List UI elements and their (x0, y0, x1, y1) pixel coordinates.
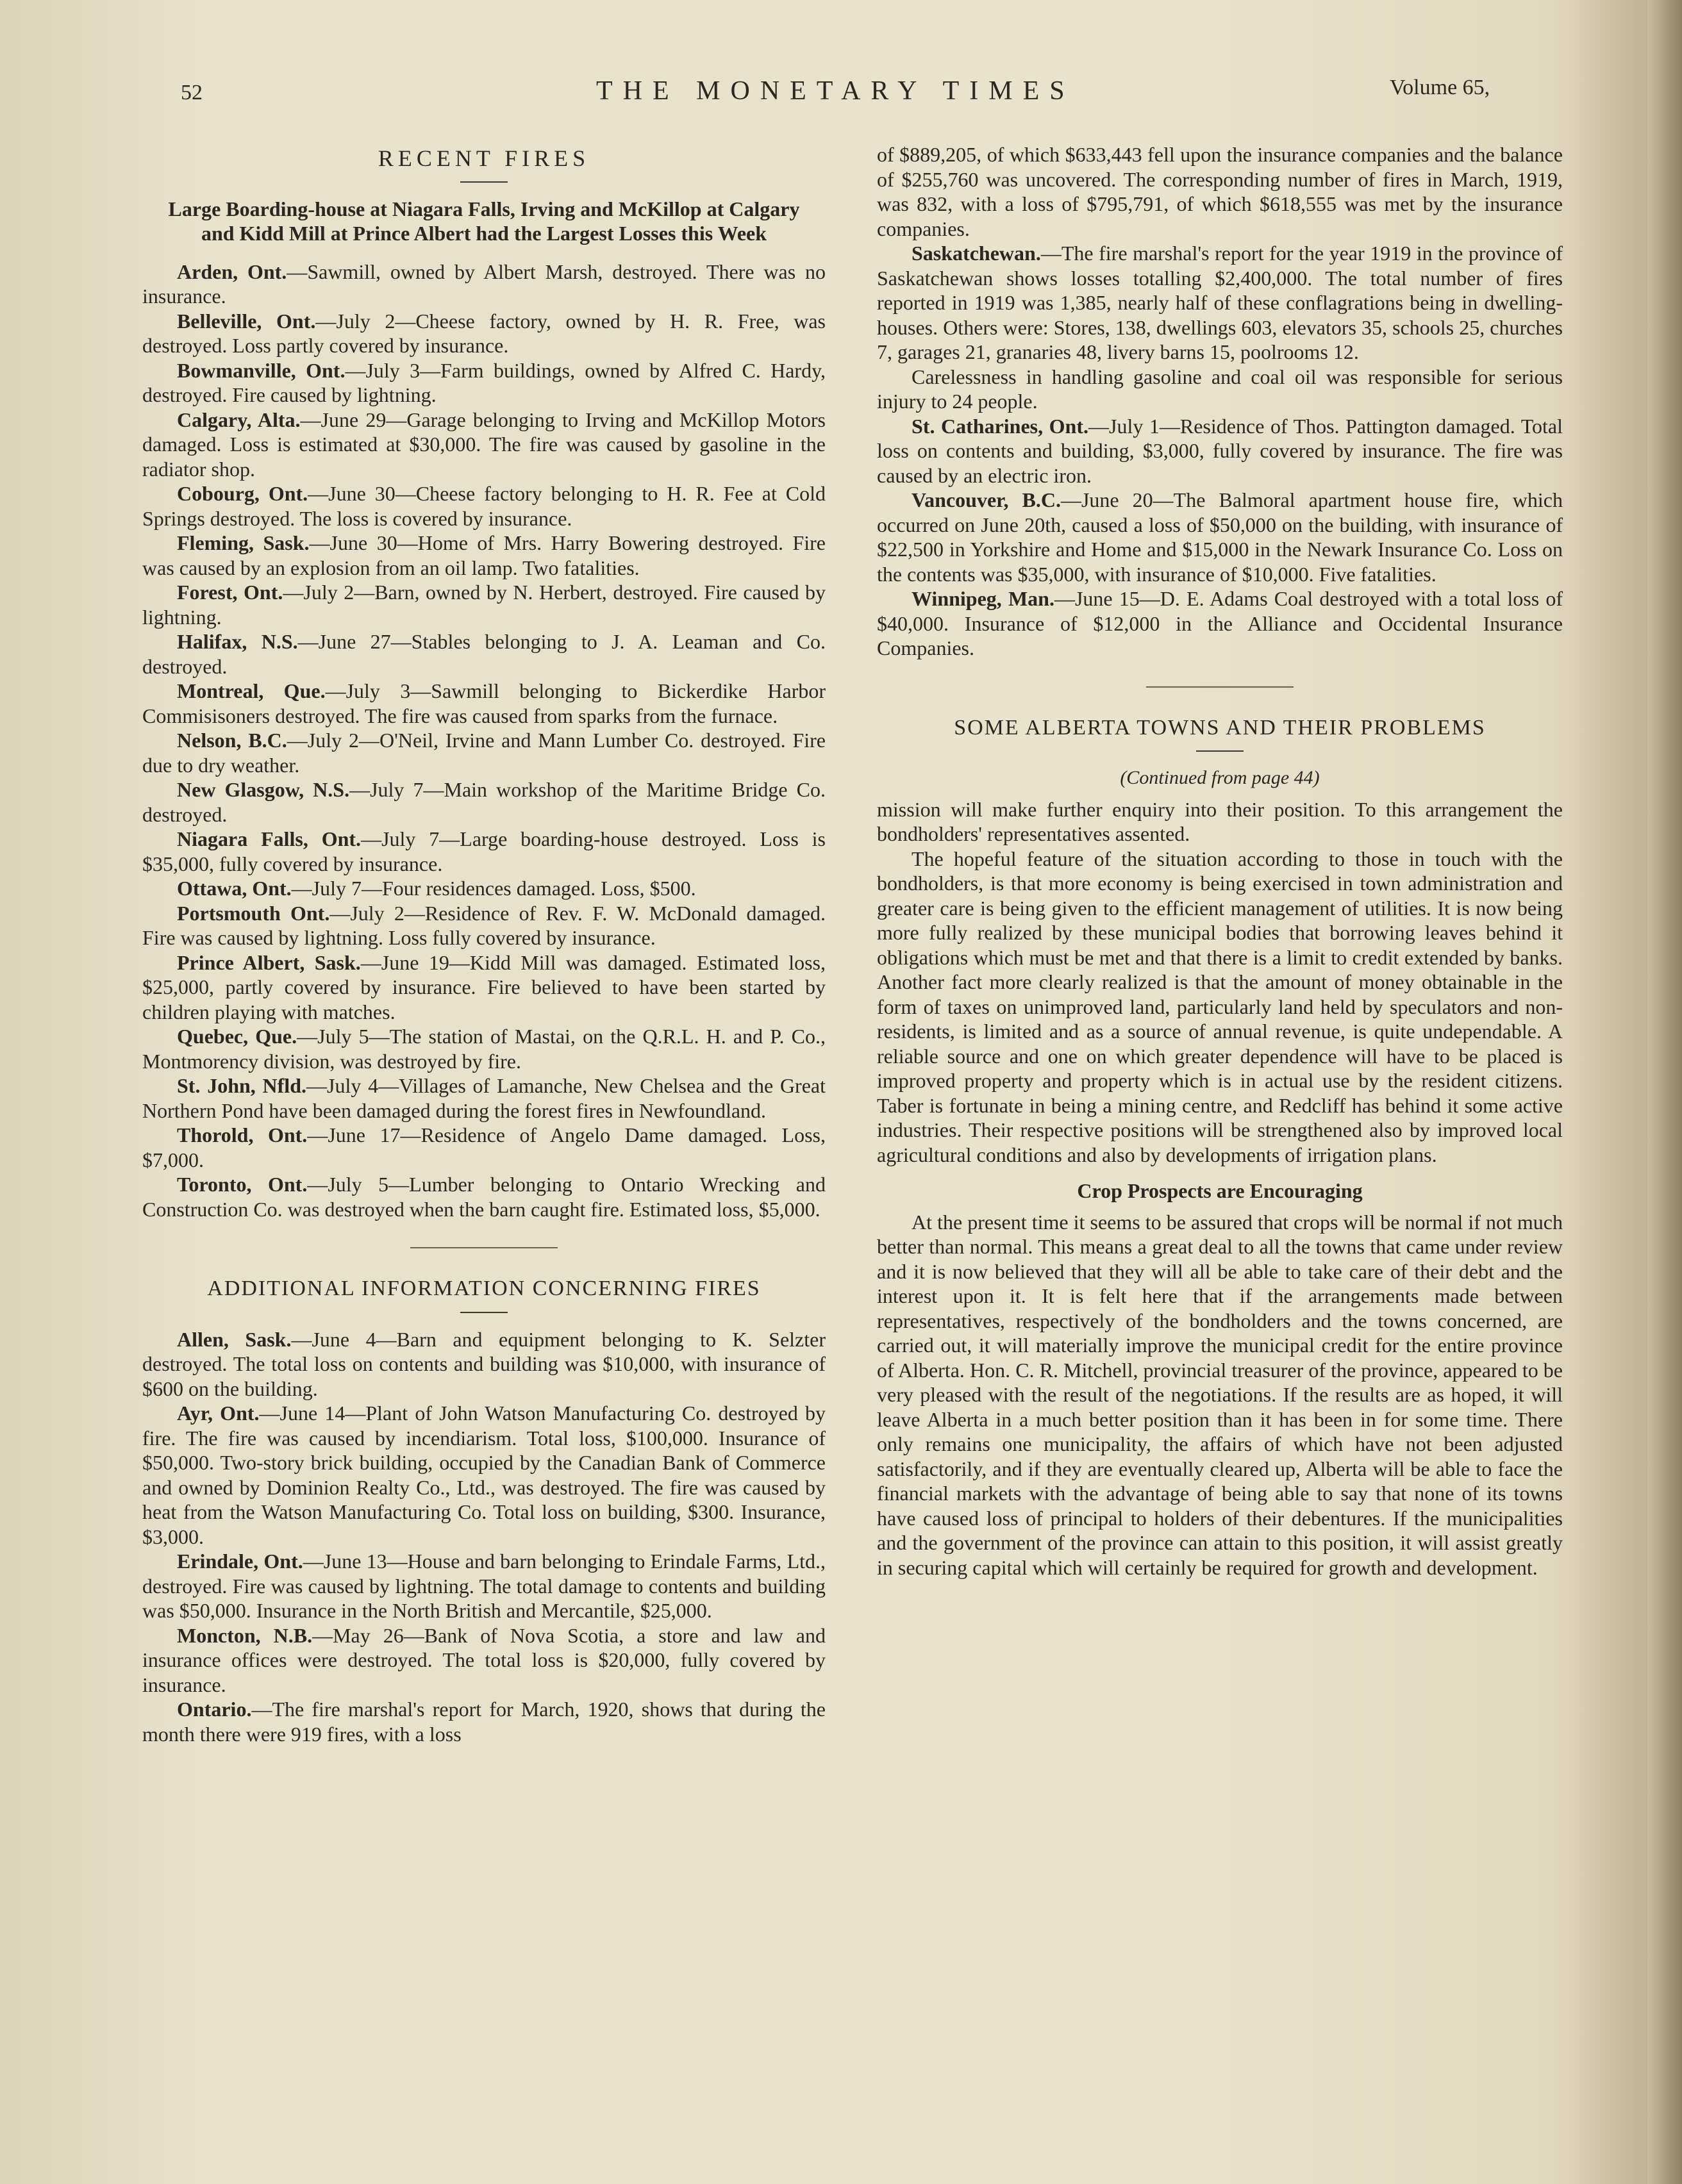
recent-fires-deck: Large Boarding-house at Niagara Falls, Irving and McKillop at Calgary and Kidd Mill at Prince Albert had the Largest Losses this Week (168, 197, 800, 245)
fire-entry (142, 1073, 826, 1123)
recent-fires-list (142, 260, 826, 1222)
fire-entry-text: —July 2—Residence of Rev. F. W. McDonald damaged. Fire was caused by lightning. Loss fully covered by insurance. (142, 901, 826, 949)
fire-entry (142, 309, 826, 358)
fire-entry (877, 488, 1563, 586)
fire-entry (142, 1401, 826, 1549)
fire-entry (142, 876, 826, 901)
fire-entry-place: Quebec, Que. (177, 1025, 297, 1048)
additional-fires-list-continued (877, 241, 1563, 661)
fire-entry-text: —May 26—Bank of Nova Scotia, a store and law and insurance offices were destroyed. The total loss is $20,000, fully covered by insurance. (142, 1623, 826, 1696)
fire-entry-place: St. Catharines, Ont. (912, 414, 1089, 438)
fire-entry-place: Saskatchewan. (912, 242, 1041, 265)
fire-entry-place: Nelson, B.C. (177, 729, 287, 752)
fire-entry-place: Erindale, Ont. (177, 1550, 303, 1573)
fire-entry-place: Montreal, Que. (177, 679, 326, 702)
page-number: 52 (181, 81, 203, 104)
fire-entry-text: —June 13—House and barn belonging to Erindale Farms, Ltd., destroyed. Fire was caused by lightning. The total damage to contents and building was $50,000. Insurance in the North British and Mercantile, $25,000. (142, 1550, 826, 1622)
fire-entry (877, 586, 1563, 661)
fire-entry (142, 260, 826, 309)
fire-entry-place: Belleville, Ont. (177, 309, 316, 333)
fire-entry-text: Carelessness in handling gasoline and coal oil was responsible for serious injury to 24 people. (877, 365, 1563, 413)
fire-entry-text: —July 3—Sawmill belonging to Bickerdike Harbor Commisisoners destroyed. The fire was caused from sparks from the furnace. (142, 679, 826, 727)
fire-entry (142, 580, 826, 629)
fire-entry (142, 950, 826, 1025)
crop-prospects-subhead: Crop Prospects are Encouraging (1077, 1179, 1363, 1202)
fire-entry-place: St. John, Nfld. (177, 1074, 306, 1097)
fire-entry-place: Cobourg, Ont. (177, 482, 308, 505)
fire-entry-text: —July 2—O'Neil, Irvine and Mann Lumber Co. destroyed. Fire due to dry weather. (142, 729, 826, 777)
alberta-paragraph: The hopeful feature of the situation according to those in touch with the bondholders, is that more economy is being exercised in town administration and greater care is being given to the efficient management of utilities. It is now being more fully realized by these municipal bodies that borrowing leaves behind it obligations which must be met and that there is a limit to credit extended by banks. Another fact more clearly realized is that the amount of money obtainable in the form of taxes on unimproved land, particularly land held by speculators and non-residents, is limited and as a source of annual revenue, is quite undependable. A reliable source and one on which greater dependence will have to be placed is improved property and property which is in actual use by the resident citizens. Taber is fortunate in being a mining centre, and Redcliff has behind it some active industries. Their respective positions will be strengthened also by improved local agricultural conditions and also by developments of irrigation plans. (877, 847, 1563, 1166)
fire-entry-place: New Glasgow, N.S. (177, 778, 350, 801)
fire-entry-text: —June 17—Residence of Angelo Dame damaged. Loss, $7,000. (142, 1123, 826, 1171)
fire-entry-text: —June 30—Cheese factory belonging to H. R. Fee at Cold Springs destroyed. The loss is covered by insurance. (142, 482, 826, 530)
fire-entry (142, 531, 826, 580)
additional-fires-list (142, 1327, 826, 1747)
fire-entry (142, 481, 826, 531)
fire-entry (142, 629, 826, 679)
fire-entry-place: Calgary, Alta. (177, 408, 301, 431)
fire-entry (877, 241, 1563, 365)
fire-entry-place: Fleming, Sask. (177, 531, 310, 554)
fire-entry (142, 1623, 826, 1698)
fire-entry-text: —June 15—D. E. Adams Coal destroyed with a total loss of $40,000. Insurance of $12,000 in the Alliance and Occidental Insurance Companies. (877, 587, 1563, 659)
alberta-title: SOME ALBERTA TOWNS AND THEIR PROBLEMS (954, 715, 1486, 740)
right-column (877, 142, 1563, 1580)
continued-note: (Continued from page 44) (1120, 767, 1320, 788)
journal-title: THE MONETARY TIMES (596, 76, 1075, 106)
fire-entry-place: Thorold, Ont. (177, 1123, 308, 1146)
fire-entry (142, 358, 826, 408)
fire-entry (142, 1123, 826, 1172)
title-rule (1196, 750, 1244, 752)
fire-entry-text: —July 1—Residence of Thos. Pattington damaged. Total loss on contents and building, $3,000, fully covered by insurance. The fire was caused by an electric iron. (877, 414, 1563, 487)
additional-fires-title: ADDITIONAL INFORMATION CONCERNING FIRES (207, 1277, 761, 1300)
fire-entry-place: Forest, Ont. (177, 581, 283, 604)
fire-entry (142, 679, 826, 728)
fire-entry-text: —The fire marshal's report for the year 1919 in the province of Saskatchewan shows losses totalling $2,400,000. The total number of fires reported in 1919 was 1,385, nearly half of these conflagrations being in dwelling-houses. Others were: Stores, 138, dwellings 603, elevators 35, schools 25, churches 7, garages 21, granaries 48, livery barns 15, poolrooms 12. (877, 242, 1563, 363)
fire-entry-place: Bowmanville, Ont. (177, 358, 346, 382)
fire-entry (142, 777, 826, 827)
section-divider (1146, 686, 1294, 688)
page-header (0, 76, 1682, 120)
fire-entry (142, 408, 826, 482)
fire-entry-text: —July 7—Main workshop of the Maritime Bridge Co. destroyed. (142, 778, 826, 826)
ontario-continuation: of $889,205, of which $633,443 fell upon the insurance companies and the balance of $255,760 was uncovered. The corresponding number of fires in March, 1919, was 832, with a loss of $795,791, of which $618,555 was met by the insurance companies. (877, 143, 1563, 240)
fire-entry (877, 365, 1563, 414)
fire-entry-text: —July 3—Farm buildings, owned by Alfred C. Hardy, destroyed. Fire caused by lightning. (142, 358, 826, 406)
fire-entry-place: Toronto, Ont. (177, 1173, 308, 1196)
fire-entry-text: —The fire marshal's report for March, 1920, shows that during the month there were 919 fires, with a loss (142, 1698, 826, 1746)
section-divider (410, 1247, 558, 1248)
fire-entry (142, 1327, 826, 1402)
fire-entry-place: Ottawa, Ont. (177, 877, 292, 900)
binding-gutter (1647, 0, 1682, 2184)
fire-entry-text: —June 14—Plant of John Watson Manufacturing Co. destroyed by fire. The fire was caused by incendiarism. Total loss, $100,000. Insurance of $50,000. Two-story brick building, occupied by the Canadian Bank of Commerce and owned by Dominion Realty Co., Ltd., was destroyed. The fire was caused by heat from the Watson Manufacturing Co. Total loss on building, $300. Insurance, $3,000. (142, 1402, 826, 1548)
fire-entry-text: —July 5—Lumber belonging to Ontario Wrecking and Construction Co. was destroyed when the barn caught fire. Estimated loss, $5,000. (142, 1173, 826, 1221)
fire-entry-place: Portsmouth Ont. (177, 901, 330, 925)
alberta-paragraph: At the present time it seems to be assured that crops will be normal if not much better than normal. This means a great deal to all the towns that came under review and it is now believed that they will all be able to take care of their debt and the interest upon it. It is felt here that if the arrangements made between representatives, respectively of the bondholders and the towns concerned, are carried out, it will materially improve the municipal credit for the entire province of Alberta. Hon. C. R. Mitchell, provincial treasurer of the province, appeared to be very pleased with the result of the negotiations. If the results are as hoped, it will leave Alberta in a much better position than it has been in for some time. There only remains one municipality, the affairs of which have not been adjusted satisfactorily, and if they are eventually cleared up, Alberta will be able to face the financial markets with the advantage of being able to say that none of its towns have caused loss of principal to holders of their debentures. If the municipalities and the government of the province can attain to this position, it will assist greatly in securing capital which will certainly be required for growth and development. (877, 1210, 1563, 1579)
fire-entry-place: Allen, Sask. (177, 1327, 292, 1351)
fire-entry (142, 901, 826, 950)
fire-entry-place: Ayr, Ont. (177, 1402, 260, 1425)
fire-entry-text: —July 4—Villages of Lamanche, New Chelsea and the Great Northern Pond have been damaged during the forest fires in Newfoundland. (142, 1074, 826, 1122)
fire-entry-text: —July 7—Four residences damaged. Loss, $500. (291, 877, 696, 900)
fire-entry-place: Moncton, N.B. (177, 1623, 313, 1647)
fire-entry-place: Arden, Ont. (177, 260, 287, 283)
fire-entry-text: —June 27—Stables belonging to J. A. Leaman and Co. destroyed. (142, 630, 826, 678)
fire-entry-place: Ontario. (177, 1698, 252, 1721)
fire-entry-text: —June 20—The Balmoral apartment house fire, which occurred on June 20th, caused a loss of $50,000 on the building, with insurance of $22,500 in Yorkshire and Home and $15,000 in the Newark Insurance Co. Loss on the contents was $35,000, with insurance of $10,000. Five fatalities. (877, 488, 1563, 586)
fire-entry (142, 1697, 826, 1746)
fire-entry-place: Halifax, N.S. (177, 630, 298, 653)
fire-entry (142, 728, 826, 777)
fire-entry-place: Vancouver, B.C. (912, 488, 1061, 511)
fire-entry (142, 1024, 826, 1073)
fire-entry-text: —July 5—The station of Mastai, on the Q.R.L. H. and P. Co., Montmorency division, was destroyed by fire. (142, 1025, 826, 1073)
volume-label: Volume 65, (1390, 76, 1490, 99)
fire-entry-text: —Sawmill, owned by Albert Marsh, destroyed. There was no insurance. (142, 260, 826, 308)
title-rule (460, 1312, 508, 1313)
fire-entry-text: —June 30—Home of Mrs. Harry Bowering destroyed. Fire was caused by an explosion from an oil lamp. Two fatalities. (142, 531, 826, 579)
fire-entry-text: —July 2—Cheese factory, owned by H. R. Free, was destroyed. Loss partly covered by insurance. (142, 309, 826, 357)
fire-entry-place: Winnipeg, Man. (912, 587, 1054, 610)
title-rule (460, 181, 508, 183)
left-column (142, 142, 826, 1746)
recent-fires-title: RECENT FIRES (378, 145, 590, 171)
fire-entry-place: Niagara Falls, Ont. (177, 827, 362, 850)
fire-entry-text: —June 19—Kidd Mill was damaged. Estimated loss, $25,000, partly covered by insurance. Fire believed to have been started by children playing with matches. (142, 950, 826, 1023)
fire-entry-text: —July 2—Barn, owned by N. Herbert, destroyed. Fire caused by lightning. (142, 581, 826, 629)
fire-entry-text: —July 7—Large boarding-house destroyed. Loss is $35,000, fully covered by insurance. (142, 827, 826, 875)
fire-entry (142, 827, 826, 876)
fire-entry-text: —June 4—Barn and equipment belonging to K. Selzter destroyed. The total loss on contents and building was $10,000, with insurance of $600 on the building. (142, 1327, 826, 1400)
fire-entry (142, 1549, 826, 1623)
fire-entry-place: Prince Albert, Sask. (177, 950, 361, 974)
fire-entry (877, 414, 1563, 488)
alberta-paragraph: mission will make further enquiry into their position. To this arrangement the bondholders' representatives assented. (877, 797, 1563, 845)
fire-entry (142, 1172, 826, 1221)
fire-entry-text: —June 29—Garage belonging to Irving and McKillop Motors damaged. Loss is estimated at $30,000. The fire was caused by gasoline in the radiator shop. (142, 408, 826, 481)
